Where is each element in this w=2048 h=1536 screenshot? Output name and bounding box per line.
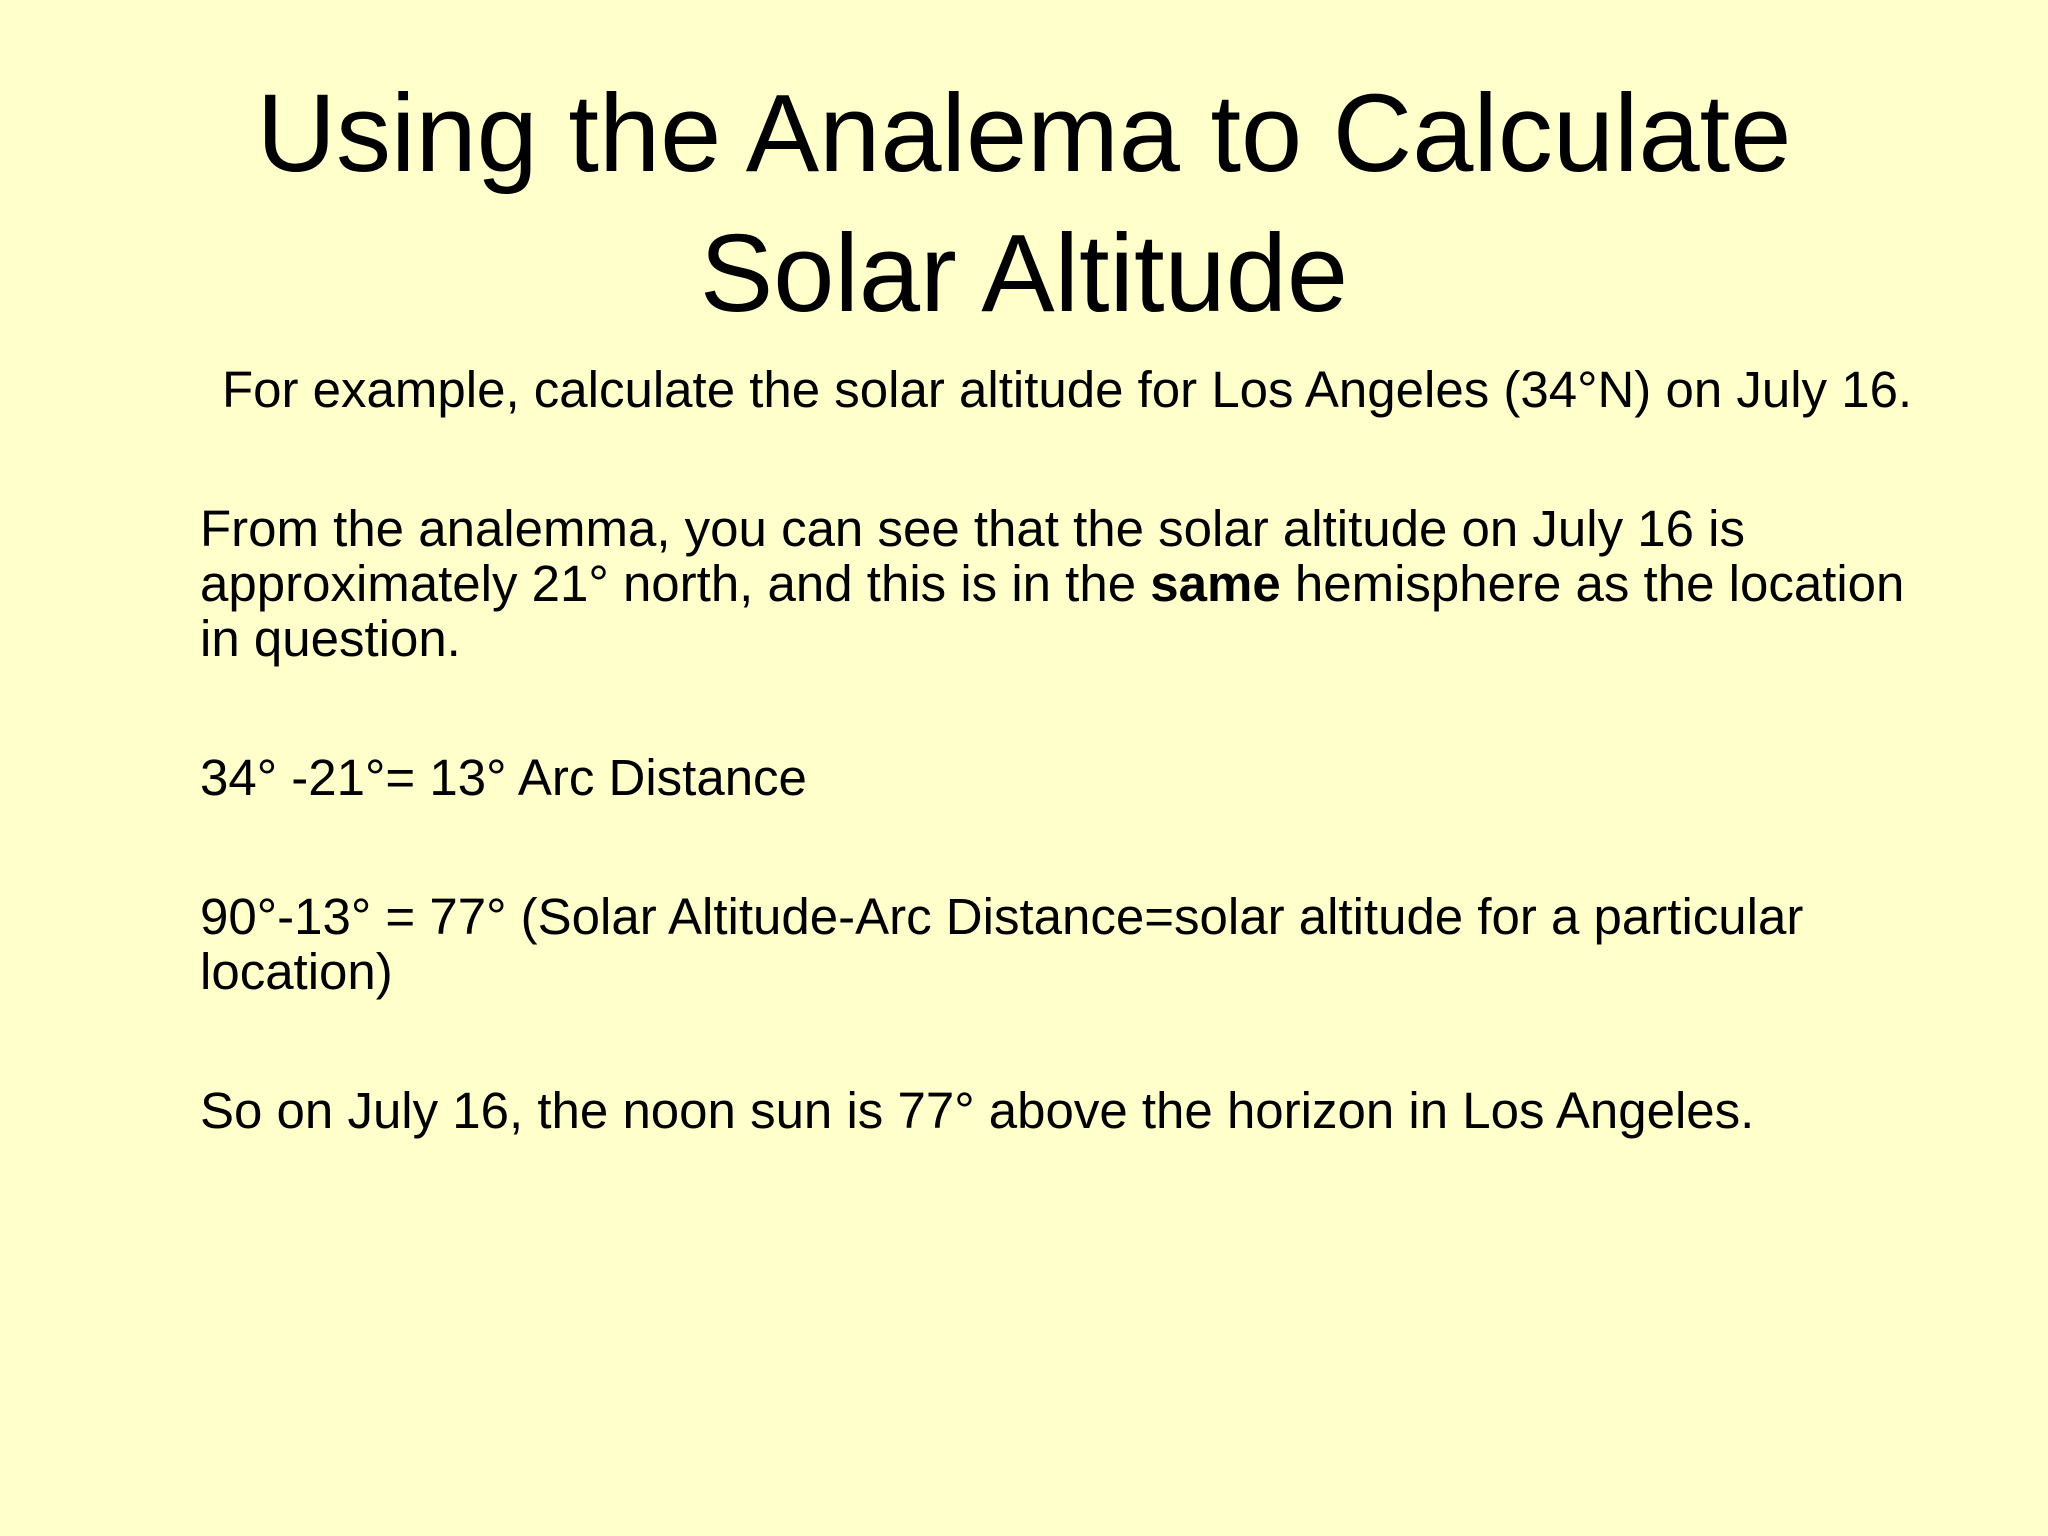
- slide-body: [200, 362, 1920, 1138]
- solar-altitude-equation: 90°-13° = 77° (Solar Altitude-Arc Distance=solar altitude for a particular location): [200, 888, 1804, 1000]
- example-paragraph: For example, calculate the solar altitude for Los Angeles (34°N) on July 16.: [222, 361, 1913, 418]
- conclusion-paragraph: So on July 16, the noon sun is 77° above the horizon in Los Angeles.: [200, 1082, 1755, 1139]
- slide-title-line-1: Using the Analema to Calculate: [256, 72, 1792, 195]
- analemma-text-after: hemisphere as the location in question.: [200, 555, 1905, 667]
- analemma-paragraph: [200, 501, 1920, 666]
- slide-title: [0, 64, 2048, 344]
- analemma-text-before: From the analemma, you can see that the solar altitude on July 16 is approximately 21° north, and this is in the: [200, 500, 1745, 612]
- slide-title-line-2: Solar Altitude: [699, 212, 1349, 335]
- arc-distance-equation: 34° -21°= 13° Arc Distance: [200, 749, 807, 806]
- analemma-bold-word: same: [1150, 555, 1281, 612]
